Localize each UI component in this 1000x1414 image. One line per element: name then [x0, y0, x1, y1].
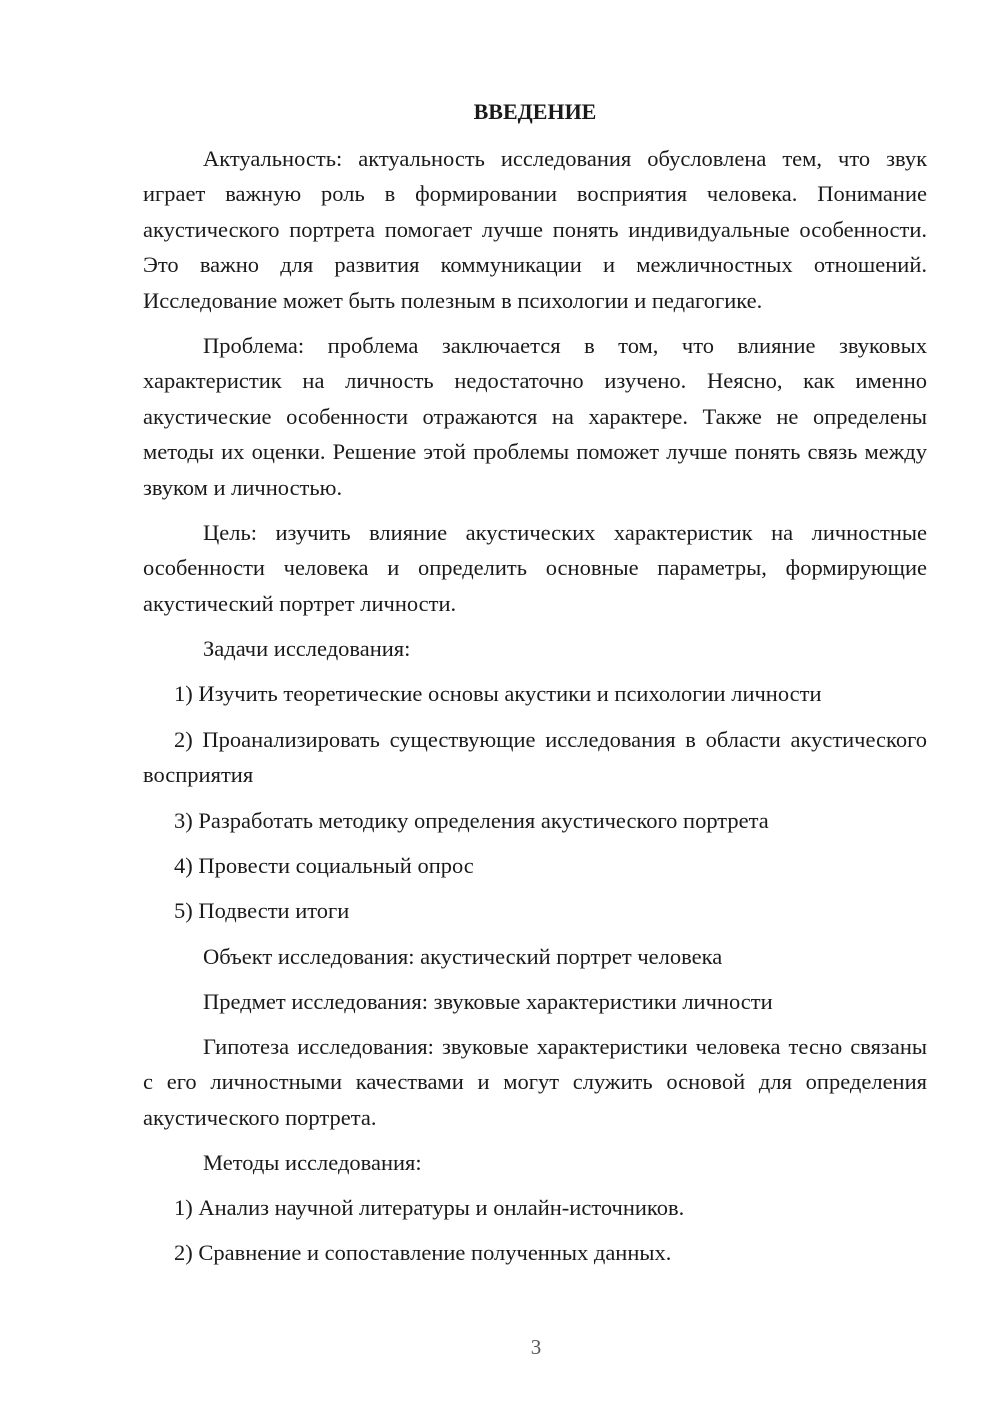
paragraph-problem: Проблема: проблема заключается в том, что влияние звуковых характеристик на личность недостаточно изучено. Неясно, как именно акустические особенности отражаются на характере. Также не определены методы их оценки. Решение этой проблемы поможет лучше понять связь между звуком и личностью.	[143, 333, 927, 500]
paragraph-object: Объект исследования: акустический портрет человека	[203, 943, 723, 969]
paragraph-hypothesis: Гипотеза исследования: звуковые характеристики человека тесно связаны с его личностными качествами и могут служить основой для определения акустического портрета.	[143, 1033, 927, 1130]
page-number: 3	[530, 1335, 542, 1359]
task-item-3: 3) Разработать методику определения акустического портрета	[174, 807, 769, 833]
page-title: ВВЕДЕНИЕ	[473, 99, 597, 124]
paragraph-subject: Предмет исследования: звуковые характеристики личности	[203, 988, 773, 1014]
page-content	[143, 94, 927, 1281]
paragraph-goal: Цель: изучить влияние акустических характеристик на личностные особенности человека и определить основные параметры, формирующие акустический портрет личности.	[143, 520, 927, 616]
task-item-2: 2) Проанализировать существующие исследования в области акустического восприятия	[143, 726, 927, 788]
method-item-1: 1) Анализ научной литературы и онлайн-источников.	[174, 1194, 685, 1220]
methods-heading: Методы исследования:	[203, 1149, 422, 1175]
tasks-heading: Задачи исследования:	[203, 636, 411, 662]
paragraph-relevance: Актуальность: актуальность исследования обусловлена тем, что звук играет важную роль в формировании восприятия человека. Понимание акустического портрета помогает лучше понять индивидуальные особенности. Это важно для развития коммуникации и межличностных отношений. Исследование может быть полезным в психологии и педагогике.	[143, 146, 927, 313]
task-item-4: 4) Провести социальный опрос	[174, 852, 474, 878]
task-item-5: 5) Подвести итоги	[174, 898, 350, 924]
method-item-2: 2) Сравнение и сопоставление полученных данных.	[174, 1240, 672, 1266]
task-item-1: 1) Изучить теоретические основы акустики и психологии личности	[174, 681, 822, 707]
